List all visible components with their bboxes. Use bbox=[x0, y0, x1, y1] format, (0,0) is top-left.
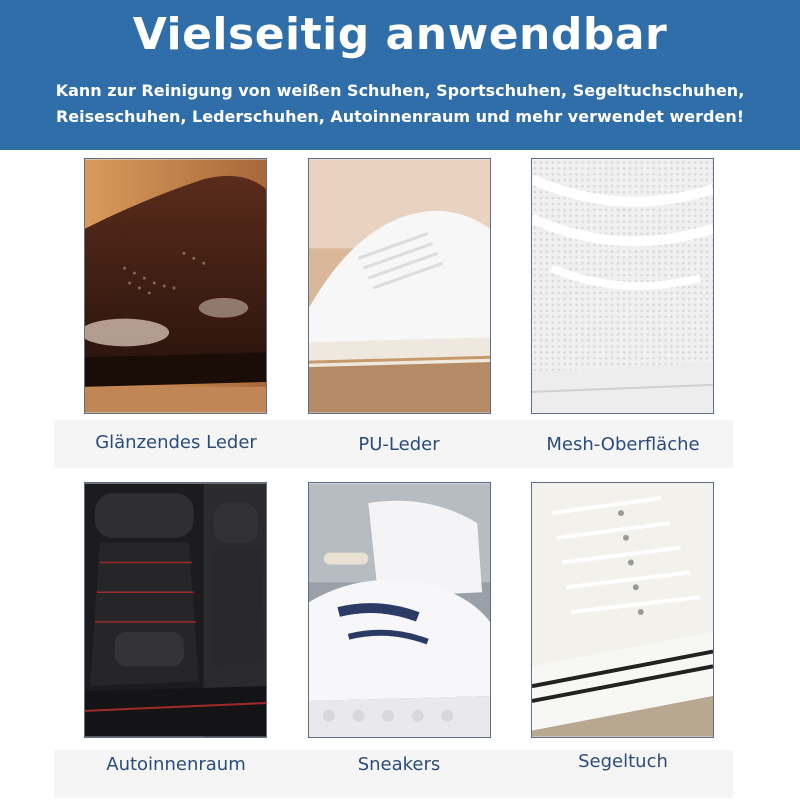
page-title: Vielseitig anwendbar bbox=[132, 9, 668, 60]
white-leather-sneaker-photo bbox=[308, 158, 491, 414]
canvas-shoe-photo bbox=[531, 482, 714, 738]
white-mesh-sneaker-photo bbox=[531, 158, 714, 414]
caption-pu-leder: PU-Leder bbox=[358, 434, 440, 455]
caption-autoinnenraum: Autoinnenraum bbox=[106, 754, 246, 775]
caption-glaenzendes-leder: Glänzendes Leder bbox=[95, 432, 257, 453]
caption-segeltuch: Segeltuch bbox=[578, 751, 668, 772]
sneakers-photo bbox=[308, 482, 491, 738]
caption-sneakers: Sneakers bbox=[357, 754, 441, 775]
header-banner bbox=[0, 0, 800, 150]
car-seat-photo bbox=[84, 482, 267, 738]
brown-leather-shoe-photo bbox=[84, 158, 267, 414]
page-subtitle: Kann zur Reinigung von weißen Schuhen, Sportschuhen, Segeltuchschuhen, Reiseschuhen, Lederschuhen, Autoinnenraum und mehr verwendet werden! bbox=[55, 81, 745, 126]
caption-mesh-oberflaeche: Mesh-Oberfläche bbox=[546, 434, 700, 455]
